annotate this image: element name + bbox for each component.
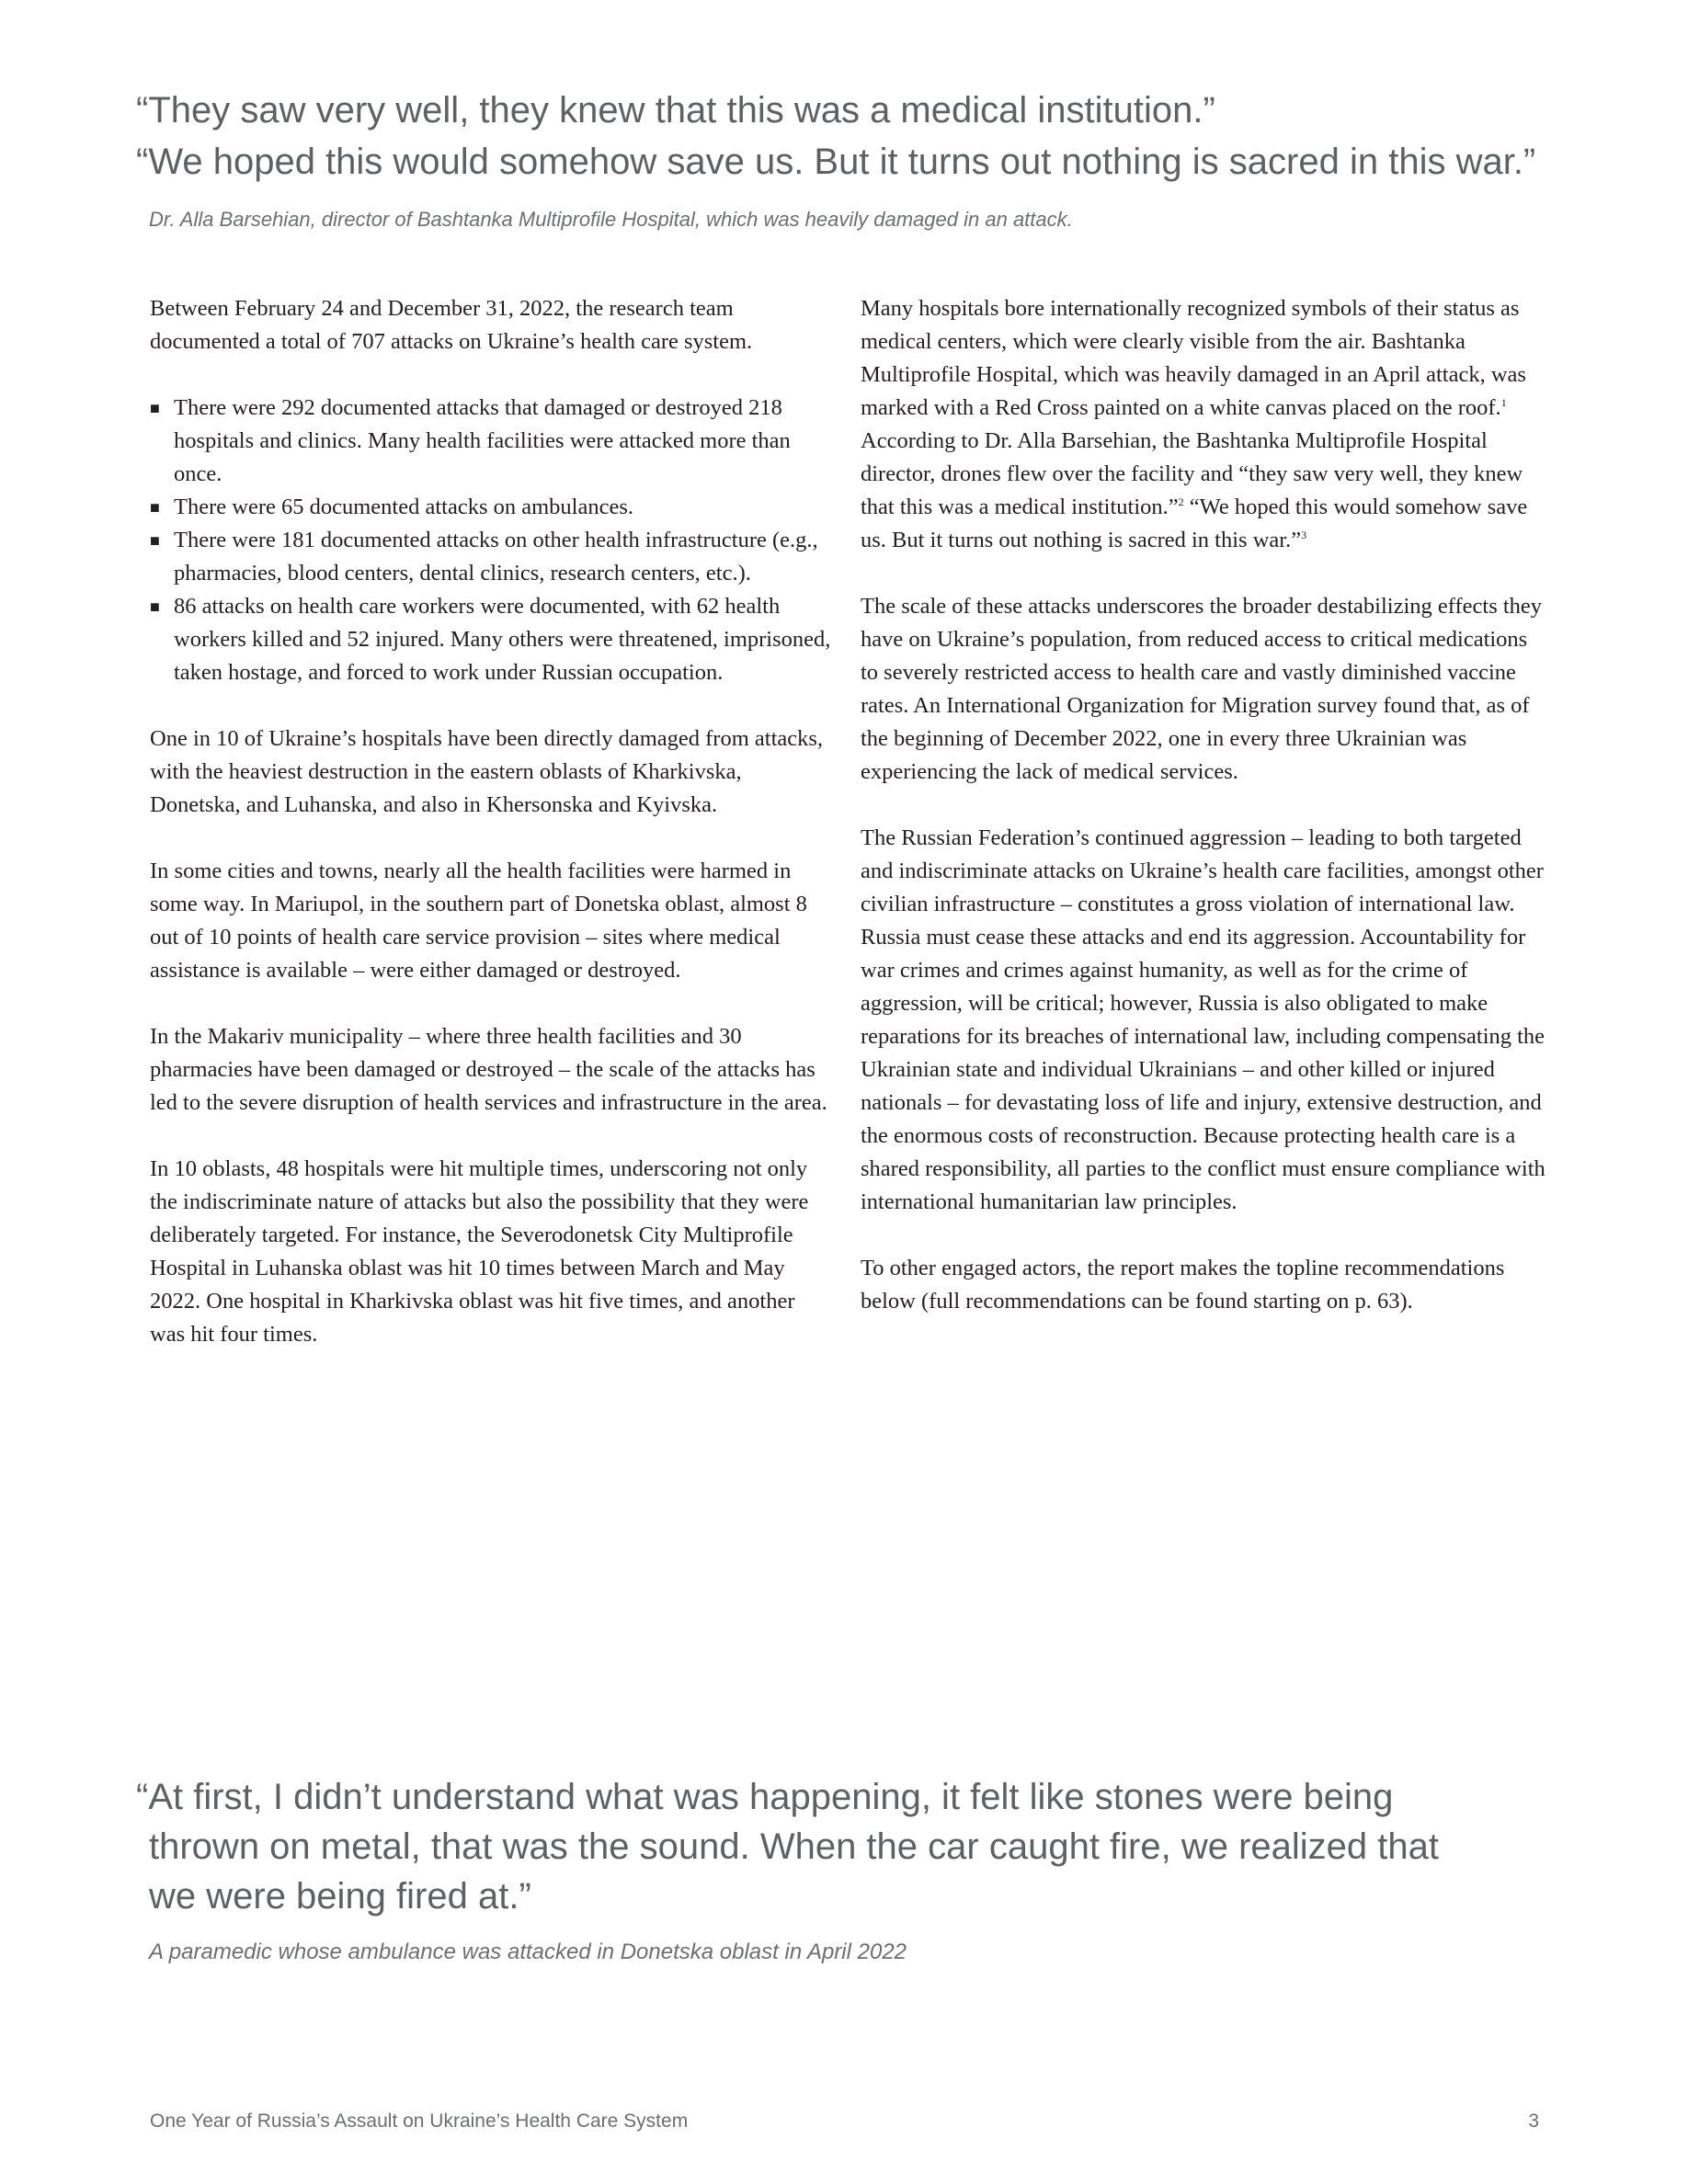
quote-line: “They saw very well, they knew that this was a medical institution.” bbox=[136, 90, 1215, 131]
page-number: 3 bbox=[1528, 2110, 1539, 2132]
right-column bbox=[861, 292, 1545, 1351]
footnote-ref: 2 bbox=[1178, 495, 1184, 508]
footnote-ref: 3 bbox=[1301, 528, 1307, 541]
list-item-text: There were 292 documented attacks that damaged or destroyed 218 hospitals and clinics. Many health facilities were attacked more than once. bbox=[174, 395, 791, 486]
quote-line: thrown on metal, that was the sound. When the car caught fire, we realized that bbox=[149, 1826, 1439, 1867]
pull-quote-bottom bbox=[136, 1772, 1469, 1965]
footnote-ref: 1 bbox=[1500, 395, 1507, 409]
page-footer bbox=[150, 2110, 1539, 2133]
intro-paragraph: Between February 24 and December 31, 2022, the research team documented a total of 707 attacks on Ukraine’s health care system. bbox=[150, 296, 753, 354]
quote-attribution: A paramedic whose ambulance was attacked in Donetska oblast in April 2022 bbox=[149, 1939, 907, 1964]
list-item bbox=[150, 524, 835, 590]
body-paragraph: To other engaged actors, the report makes the topline recommendations below (full recommendations can be found starting on p. 63). bbox=[861, 1256, 1505, 1314]
body-paragraph: In 10 oblasts, 48 hospitals were hit multiple times, underscoring not only the indiscriminate nature of attacks but also the possibility that they were deliberately targeted. For instance, the Severodonetsk City Multiprofile Hospital in Luhanska oblast was hit 10 times between March and May 2022. One hospital in Kharkivska oblast was hit five times, and another was hit four times. bbox=[150, 1156, 809, 1347]
list-item bbox=[150, 392, 835, 491]
quote-line: “We hoped this would somehow save us. But it turns out nothing is sacred in this war.” bbox=[136, 142, 1536, 182]
pull-quote-top bbox=[136, 85, 1607, 232]
list-item-text: There were 181 documented attacks on other health infrastructure (e.g., pharmacies, blood centers, dental clinics, research centers, etc.). bbox=[174, 528, 818, 586]
body-paragraph bbox=[861, 292, 1545, 557]
list-item bbox=[150, 590, 835, 689]
bullet-icon: ■ bbox=[150, 498, 160, 517]
findings-list bbox=[150, 392, 835, 689]
body-paragraph: One in 10 of Ukraine’s hospitals have been directly damaged from attacks, with the heaviest destruction in the eastern oblasts of Kharkivska, Donetska, and Luhanska, and also in Khersonska and Kyivska. bbox=[150, 726, 824, 817]
quote-line: “At first, I didn’t understand what was happening, it felt like stones were being bbox=[136, 1777, 1394, 1817]
left-column bbox=[150, 292, 835, 1384]
list-item-text: 86 attacks on health care workers were documented, with 62 health workers killed and 52 injured. Many others were threatened, imprisoned, taken hostage, and forced to work under Russian occupation. bbox=[174, 594, 831, 685]
list-item-text: There were 65 documented attacks on ambulances. bbox=[174, 495, 634, 519]
text-run: According to Dr. Alla Barsehian, the Bashtanka Multiprofile Hospital director, drones flew over the facility and “they saw very well, they knew that this was a medical institution.” bbox=[861, 428, 1523, 519]
text-run: “We hoped this would somehow save us. But it turns out nothing is sacred in this war.” bbox=[861, 495, 1528, 552]
quote-attribution: Dr. Alla Barsehian, director of Bashtanka Multiprofile Hospital, which was heavily damaged in an attack. bbox=[149, 208, 1073, 231]
quote-line: we were being fired at.” bbox=[149, 1876, 531, 1917]
text-run: Many hospitals bore internationally recognized symbols of their status as medical centers, which were clearly visible from the air. Bashtanka Multiprofile Hospital, which was heavily damaged in an April attack, was marked with a Red Cross painted on a white canvas placed on the roof. bbox=[861, 296, 1526, 420]
bullet-icon: ■ bbox=[150, 597, 160, 616]
list-item bbox=[150, 491, 835, 524]
body-paragraph: In some cities and towns, nearly all the health facilities were harmed in some way. In Mariupol, in the southern part of Donetska oblast, almost 8 out of 10 points of health care service provision – sites where medical assistance is available – were either damaged or destroyed. bbox=[150, 859, 807, 983]
footer-title: One Year of Russia’s Assault on Ukraine’s Health Care System bbox=[150, 2110, 689, 2132]
bullet-icon: ■ bbox=[150, 531, 160, 550]
bullet-icon: ■ bbox=[150, 399, 160, 417]
body-paragraph: The scale of these attacks underscores the broader destabilizing effects they have on Ukraine’s population, from reduced access to critical medications to severely restricted access to health care and vastly diminished vaccine rates. An International Organization for Migration survey found that, as of the beginning of December 2022, one in every three Ukrainian was experiencing the lack of medical services. bbox=[861, 594, 1543, 784]
body-paragraph: In the Makariv municipality – where three health facilities and 30 pharmacies have been damaged or destroyed – the scale of the attacks has led to the severe disruption of health services and infrastructure in the area. bbox=[150, 1024, 827, 1115]
body-paragraph: The Russian Federation’s continued aggression – leading to both targeted and indiscriminate attacks on Ukraine’s health care facilities, amongst other civilian infrastructure – constitutes a gross violation of international law. Russia must cease these attacks and end its aggression. Accountability for war crimes and crimes against humanity, as well as for the crime of aggression, will be critical; however, Russia is also obligated to make reparations for its breaches of international law, including compensating the Ukrainian state and individual Ukrainians – and other killed or injured nationals – for devastating loss of life and injury, extensive destruction, and the enormous costs of reconstruction. Because protecting health care is a shared responsibility, all parties to the conflict must ensure compliance with international humanitarian law principles. bbox=[861, 825, 1545, 1214]
